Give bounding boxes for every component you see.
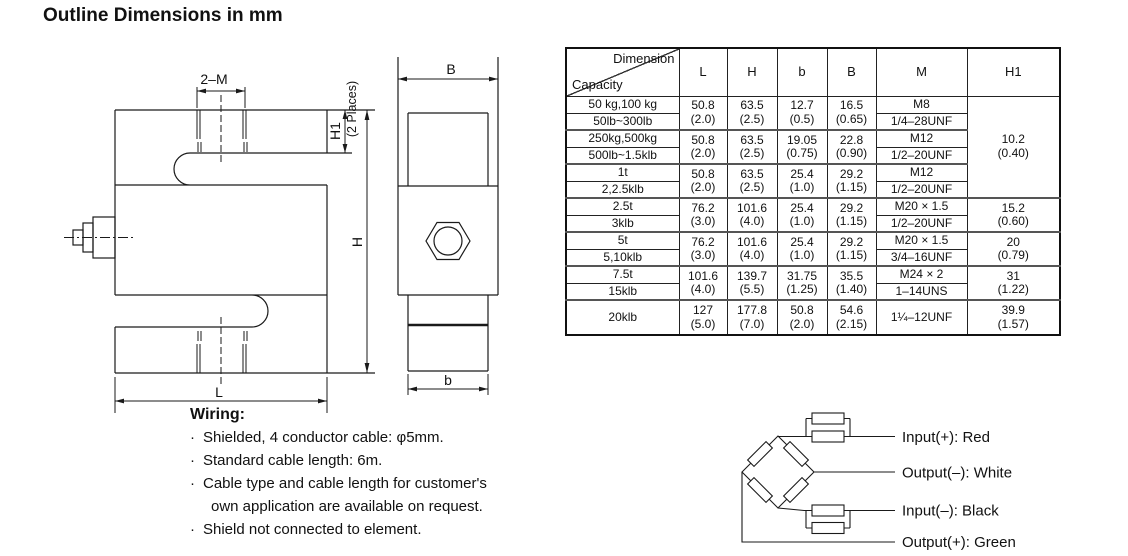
table-header-row <box>566 48 1060 96</box>
dim-cell-B: 16.5 (0.65) <box>827 96 876 130</box>
h1-cell: 10.2 (0.40) <box>967 96 1060 198</box>
dim-cell-L: 76.2 (3.0) <box>679 198 727 232</box>
bridge-diagram <box>742 413 895 542</box>
thread-cell: M8 <box>876 96 967 113</box>
h1-cell: 39.9 (1.57) <box>967 300 1060 335</box>
column-header-M: M <box>876 48 967 96</box>
dim-cell-B: 22.8 (0.90) <box>827 130 876 164</box>
thread-cell: 3/4–16UNF <box>876 249 967 266</box>
thread-cell: 1/2–20UNF <box>876 147 967 164</box>
dim-cell-L: 127 (5.0) <box>679 300 727 335</box>
column-header-H1: H1 <box>967 48 1060 96</box>
column-header-B: B <box>827 48 876 96</box>
column-header-H: H <box>727 48 777 96</box>
dim-cell-b: 12.7 (0.5) <box>777 96 827 130</box>
wiring-notes <box>190 406 610 541</box>
thread-cell: 1/4–28UNF <box>876 113 967 130</box>
dim-cell-H: 101.6 (4.0) <box>727 198 777 232</box>
bullet-marker: · <box>190 475 195 492</box>
thread-cell: M12 <box>876 164 967 181</box>
capacity-cell: 50lb~300lb <box>566 113 679 130</box>
wiring-item <box>190 472 610 495</box>
wire-label-input-minus: Input(–): Black <box>902 502 999 520</box>
capacity-cell: 2,2.5klb <box>566 181 679 198</box>
page-title: Outline Dimensions in mm <box>43 5 283 26</box>
side-view-dimensions <box>398 77 498 395</box>
dim-cell-H: 139.7 (5.5) <box>727 266 777 300</box>
dim-label-H1-note: (2 Places) <box>345 80 359 138</box>
dim-cell-L: 101.6 (4.0) <box>679 266 727 300</box>
capacity-cell: 7.5t <box>566 266 679 283</box>
bullet-marker <box>198 495 211 518</box>
dim-label-B: B <box>446 61 456 77</box>
dimension-table <box>565 47 1061 336</box>
wiring-list <box>190 426 610 541</box>
dim-label-H: H <box>349 236 365 248</box>
dim-cell-L: 50.8 (2.0) <box>679 96 727 130</box>
wiring-item-text: own application are available on request. <box>211 498 483 515</box>
gland-hex-nut <box>426 223 470 260</box>
table-row <box>566 266 1060 283</box>
capacity-cell: 50 kg,100 kg <box>566 96 679 113</box>
h1-cell: 15.2 (0.60) <box>967 198 1060 232</box>
bridge-diamond <box>742 436 814 508</box>
dim-cell-b: 25.4 (1.0) <box>777 198 827 232</box>
dim-cell-B: 29.2 (1.15) <box>827 232 876 266</box>
dim-cell-b: 31.75 (1.25) <box>777 266 827 300</box>
thread-cell: M24 × 2 <box>876 266 967 283</box>
table-row <box>566 300 1060 335</box>
wiring-item-text: Shielded, 4 conductor cable: φ5mm. <box>203 429 444 446</box>
dim-label-b: b <box>444 372 452 388</box>
dim-cell-B: 54.6 (2.15) <box>827 300 876 335</box>
capacity-cell: 250kg,500kg <box>566 130 679 147</box>
thread-cell: 1/2–20UNF <box>876 215 967 232</box>
top-compensation-resistors <box>778 413 895 442</box>
capacity-cell: 5,10klb <box>566 249 679 266</box>
wiring-item-text: Cable type and cable length for customer's <box>203 475 487 492</box>
wiring-item-text: Shield not connected to element. <box>203 521 422 538</box>
dim-cell-L: 76.2 (3.0) <box>679 232 727 266</box>
dim-cell-H: 63.5 (2.5) <box>727 96 777 130</box>
column-header-L: L <box>679 48 727 96</box>
h1-cell: 31 (1.22) <box>967 266 1060 300</box>
wiring-item <box>190 518 610 541</box>
dim-cell-b: 25.4 (1.0) <box>777 164 827 198</box>
thread-cell: M20 × 1.5 <box>876 198 967 215</box>
wiring-item <box>190 449 610 472</box>
table-row <box>566 232 1060 249</box>
dim-cell-H: 101.6 (4.0) <box>727 232 777 266</box>
capacity-cell: 15klb <box>566 283 679 300</box>
dim-cell-H: 177.8 (7.0) <box>727 300 777 335</box>
dim-cell-L: 50.8 (2.0) <box>679 164 727 198</box>
dim-cell-B: 35.5 (1.40) <box>827 266 876 300</box>
diagonal-header-cell <box>566 48 679 96</box>
header-capacity-label: Capacity <box>572 76 623 92</box>
table-row <box>566 198 1060 215</box>
thread-cell: 1/2–20UNF <box>876 181 967 198</box>
dimension-table-body <box>566 96 1060 335</box>
wiring-item <box>190 426 610 449</box>
dim-cell-H: 63.5 (2.5) <box>727 164 777 198</box>
bullet-marker: · <box>190 521 195 538</box>
cable-gland <box>64 217 133 258</box>
wiring-item-text: Standard cable length: 6m. <box>203 452 383 469</box>
table-row <box>566 96 1060 113</box>
capacity-cell: 2.5t <box>566 198 679 215</box>
bottom-compensation-resistors <box>778 505 895 534</box>
thread-cell: M12 <box>876 130 967 147</box>
thread-cell: M20 × 1.5 <box>876 232 967 249</box>
h1-cell: 20 (0.79) <box>967 232 1060 266</box>
dim-cell-b: 19.05 (0.75) <box>777 130 827 164</box>
header-dimension-label: Dimension <box>613 51 675 66</box>
wiring-item <box>190 495 610 518</box>
threaded-holes <box>197 110 247 373</box>
thread-cell: 1¼–12UNF <box>876 300 967 335</box>
front-view-outline <box>115 110 375 373</box>
capacity-cell: 3klb <box>566 215 679 232</box>
dim-label-2M: 2–M <box>200 71 228 87</box>
dim-label-L: L <box>215 384 223 400</box>
dim-cell-b: 50.8 (2.0) <box>777 300 827 335</box>
gland-hole <box>434 227 462 255</box>
capacity-cell: 20klb <box>566 300 679 335</box>
side-view-drawing <box>398 57 498 371</box>
capacity-cell: 500lb~1.5klb <box>566 147 679 164</box>
wire-label-input-plus: Input(+): Red <box>902 429 990 446</box>
dim-cell-b: 25.4 (1.0) <box>777 232 827 266</box>
wire-label-output-minus: Output(–): White <box>902 464 1013 482</box>
bridge-arm-resistors <box>748 442 809 503</box>
wiring-title: Wiring: <box>190 406 245 423</box>
dim-cell-B: 29.2 (1.15) <box>827 198 876 232</box>
capacity-cell: 1t <box>566 164 679 181</box>
dim-cell-B: 29.2 (1.15) <box>827 164 876 198</box>
thread-cell: 1–14UNS <box>876 283 967 300</box>
bullet-marker: · <box>190 429 195 446</box>
bullet-marker: · <box>190 452 195 469</box>
capacity-cell: 5t <box>566 232 679 249</box>
wire-label-output-plus: Output(+): Green <box>902 534 1016 551</box>
dim-cell-H: 63.5 (2.5) <box>727 130 777 164</box>
column-header-b: b <box>777 48 827 96</box>
dim-label-H1: H1 <box>327 122 343 140</box>
dim-cell-L: 50.8 (2.0) <box>679 130 727 164</box>
